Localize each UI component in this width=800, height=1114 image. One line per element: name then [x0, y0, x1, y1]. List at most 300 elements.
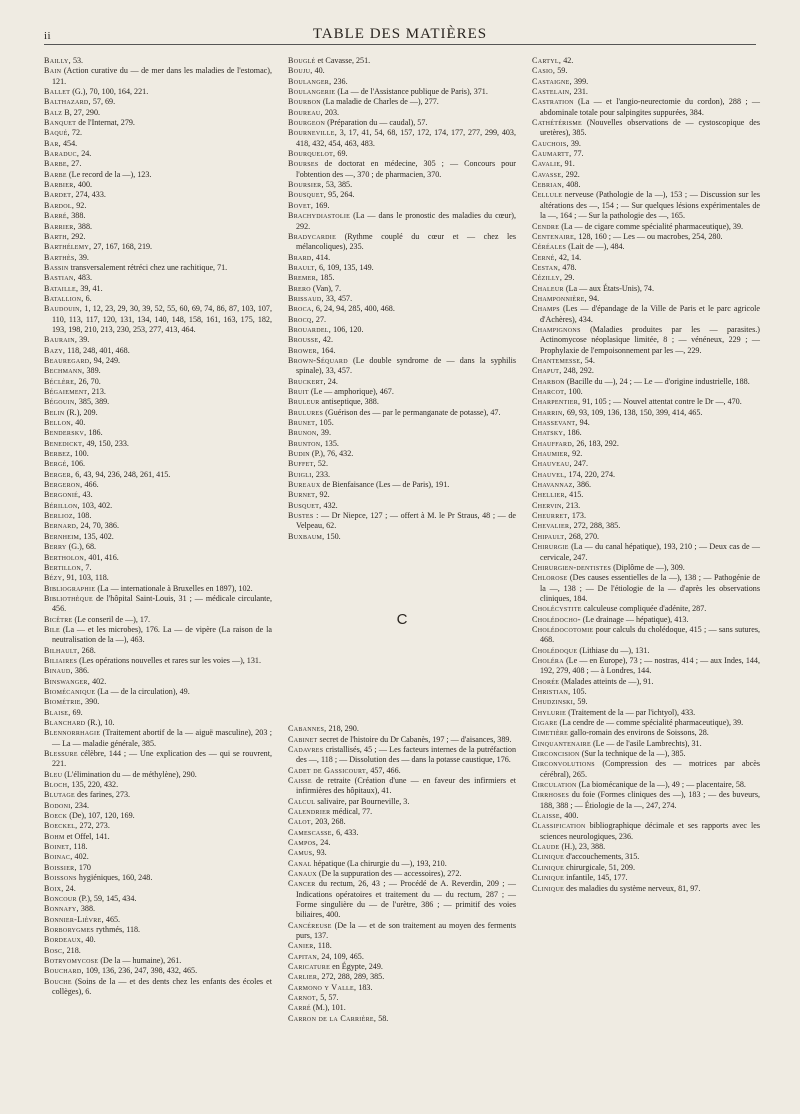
index-entry	[44, 584, 272, 594]
index-entry-refs: 118, 248, 401, 468.	[65, 345, 130, 355]
index-entry-name: Chassevant,	[532, 418, 578, 428]
index-entry-refs: (P.), 59, 145, 434.	[76, 893, 137, 903]
index-entry-refs: chirurgicale, 51, 209.	[564, 862, 636, 872]
index-entry-name: Brousse,	[288, 335, 321, 345]
index-entry-name: Boeck	[44, 811, 68, 821]
index-entry-name: Boncour	[44, 893, 77, 903]
index-entry	[532, 66, 760, 76]
index-entry-name: Circonvolutions	[532, 759, 595, 769]
index-entry-refs: 42, 14.	[556, 252, 582, 262]
index-entry-refs: 24, 109, 465.	[319, 951, 364, 961]
index-entry	[44, 449, 272, 459]
index-entry	[44, 625, 272, 646]
index-entry-name: Botryomycose	[44, 955, 99, 965]
index-entry-refs: 236.	[331, 76, 348, 86]
index-entry-name: Binaud,	[44, 666, 73, 676]
index-entry-refs: 54.	[582, 355, 595, 365]
index-entry-refs: 389.	[84, 366, 101, 376]
index-entry-name: Batallion,	[44, 293, 84, 303]
index-entry	[532, 87, 760, 97]
index-entry	[532, 532, 760, 542]
index-entry-refs: 466.	[82, 480, 99, 490]
index-entry-refs: 248, 292.	[561, 366, 594, 376]
index-entry	[532, 811, 760, 821]
index-entry	[44, 873, 272, 883]
index-entry-refs: 77.	[571, 149, 584, 159]
index-entry-refs: 401, 416.	[86, 552, 119, 562]
index-entry	[44, 232, 272, 242]
index-entry-name: Caisse	[288, 775, 312, 785]
index-entry-name: Clinique	[532, 852, 565, 862]
index-entry-refs: 105.	[570, 686, 587, 696]
index-entry-name: Brard,	[288, 252, 314, 262]
index-entry	[288, 97, 516, 107]
index-entry	[44, 97, 272, 107]
index-entry	[288, 128, 516, 149]
index-entry-refs: 91.	[562, 159, 575, 169]
index-entry-refs: 3, 17, 41, 54, 68, 157, 172, 174, 177, 277, 299, 403, 418, 432, 454, 463, 483.	[296, 128, 516, 148]
index-entry-name: Cabinet	[288, 734, 318, 744]
index-entry-name: Barthès,	[44, 252, 77, 262]
index-entry-name: Charpentier,	[532, 397, 581, 407]
index-entry-name: Biomécanique	[44, 686, 96, 696]
index-entry	[288, 66, 516, 76]
index-entry-name: Cézilly,	[532, 273, 563, 283]
index-entry-name: Barth,	[44, 231, 70, 241]
index-entry	[532, 542, 760, 563]
index-entry-name: Blanchard	[44, 718, 86, 727]
index-entry	[532, 728, 760, 738]
index-entry-name: Barbier,	[44, 180, 76, 190]
index-entry-name: Claude	[532, 842, 560, 852]
index-entry-name: Cholécystite	[532, 604, 582, 614]
index-entry-refs: 72.	[69, 128, 83, 138]
index-entry	[288, 232, 516, 253]
index-entry-name: Choléra	[532, 655, 564, 665]
index-entry-refs: (La — internationale à Bruxelles en 1897), 102.	[95, 583, 253, 593]
index-entry	[532, 325, 760, 356]
index-entry-name: Castelain,	[532, 87, 572, 97]
index-entry	[288, 294, 516, 304]
index-entry	[532, 573, 760, 604]
index-entry-refs: 91, 103, 118.	[64, 573, 109, 583]
index-entry	[288, 838, 516, 848]
index-entry	[288, 807, 516, 817]
index-entry	[44, 563, 272, 573]
index-entry	[44, 666, 272, 676]
index-entry	[44, 646, 272, 656]
index-entry-refs: 170	[76, 862, 91, 872]
index-entry-name: Bureaux	[288, 480, 321, 490]
index-entry-refs: 6.	[83, 293, 92, 303]
index-entry-refs: de Bienfaisance (Les — de Paris), 191.	[320, 480, 450, 490]
index-entry-name: Cholédocotomie	[532, 624, 594, 634]
index-entry-name: Cauchois,	[532, 138, 569, 148]
index-entry	[44, 128, 272, 138]
index-entry-refs: (Lithiase du —), 131.	[577, 645, 650, 655]
index-entry-name: Bruleur	[288, 397, 320, 407]
index-entry-refs: 94, 249.	[91, 355, 121, 365]
index-entry-refs: du rectum, 26, 43 ; — Procédé de A. Reverdin, 209 ; — Indications opératoires et traitement du — du rectum, 287 ; — Forme singulière du — de l'urètre, 386 ; — primitif des voies biliaires, 400.	[296, 879, 516, 920]
index-entry-refs: gallo-romain des environs de Soissons, 28.	[568, 728, 709, 738]
index-entry	[288, 962, 516, 972]
index-entry-name: Balz	[44, 107, 63, 117]
index-entry-name: Bergeron,	[44, 480, 83, 490]
index-entry-refs: (G.), 68.	[66, 542, 97, 552]
index-entry-name: Brouardel,	[288, 324, 332, 334]
index-entry-refs: (La — aux États-Unis), 74.	[563, 283, 654, 293]
index-entry-refs: 100.	[566, 387, 583, 396]
index-entry-name: Balthazard,	[44, 97, 91, 107]
index-entry-name: Boissons	[44, 873, 77, 883]
index-entry-name: Cavalie,	[532, 159, 563, 169]
index-entry-name: Bergé,	[44, 459, 69, 469]
index-entry-name: Céréales	[532, 242, 567, 252]
index-entry-refs: 24.	[63, 883, 76, 893]
index-entry-name: Cathétérisme	[532, 118, 582, 128]
index-entry-name: Carron de la Carrière,	[288, 1013, 377, 1023]
index-entry-name: Berger,	[44, 469, 74, 479]
index-entry-refs: 233.	[313, 469, 331, 479]
index-entry-refs: : — Dr Niepce, 127 ; — offert à M. le Pr Straus, 48 ; — de Velpeau, 62.	[296, 511, 516, 531]
index-entry	[288, 735, 516, 745]
index-entry-name: Chirurgien-dentistes	[532, 562, 612, 572]
index-entry-refs: (Malades atteints de —), 91.	[559, 676, 654, 686]
index-entry	[44, 87, 272, 97]
header-rule	[44, 44, 756, 45]
index-entry-refs: 29.	[562, 273, 575, 283]
index-entry-refs: (La — et l'angio-neurectomie du cordon), 288 ; — abdominale totale pour salpingites suppurées, 384.	[540, 97, 760, 117]
page-title: TABLE DES MATIÈRES	[312, 26, 488, 42]
index-entry-name: Brunton,	[288, 438, 323, 448]
index-entry	[288, 428, 516, 438]
index-entry-refs: (Le record de la —), 123.	[66, 169, 152, 179]
index-entry-refs: 218, 290.	[326, 724, 359, 734]
index-entry	[44, 966, 272, 976]
index-entry-refs: (Diplôme de —), 309.	[611, 562, 685, 572]
index-entry-refs: 39, 41.	[78, 283, 103, 293]
index-entry	[532, 480, 760, 490]
index-entry-name: Cabannes,	[288, 724, 327, 734]
index-entry-refs: 69.	[70, 707, 83, 717]
index-entry	[44, 708, 272, 718]
index-entry-refs: 400.	[562, 811, 579, 821]
index-entry	[288, 983, 516, 993]
index-entry-refs: 27.	[69, 159, 82, 169]
index-entry-refs: 388.	[69, 211, 86, 221]
index-entry	[44, 139, 272, 149]
index-entry-refs: 24, 70, 386.	[78, 521, 119, 531]
index-entry-name: Clinique	[532, 873, 565, 883]
index-entry	[288, 273, 516, 283]
index-entry-refs: 53, 385.	[323, 180, 353, 190]
index-entry	[44, 925, 272, 935]
index-entry-refs: 186.	[86, 428, 103, 438]
page-header	[0, 22, 800, 46]
index-entry-name: Canier,	[288, 941, 316, 951]
index-entry	[288, 993, 516, 1003]
index-entry-refs: 33, 457.	[323, 293, 353, 303]
index-entry-refs: 388.	[75, 221, 93, 231]
index-entry-refs: 69.	[335, 149, 348, 159]
index-entry-name: Buxbaum,	[288, 531, 325, 541]
index-entry-refs: (Traitement abortif de la — aiguë masculine), 203 ; — La — maladie générale, 385.	[52, 728, 272, 748]
index-entry-refs: 26, 70.	[76, 376, 101, 386]
index-entry	[288, 879, 516, 920]
index-entry	[288, 848, 516, 858]
index-entry	[288, 480, 516, 490]
index-entry-refs: 150.	[324, 531, 341, 541]
page-number: ii	[44, 30, 52, 42]
index-entry-name: Bassin	[44, 262, 69, 272]
index-entry	[288, 766, 516, 776]
index-entry	[532, 759, 760, 780]
index-entry	[532, 439, 760, 449]
index-entry	[532, 511, 760, 521]
index-entry-name: Binswanger,	[44, 676, 91, 686]
index-entry-refs: (Soins de la — et des dents chez les enfants des écoles et collèges), 6.	[52, 976, 272, 996]
index-entry	[44, 749, 272, 770]
index-entry-name: Chavannaz,	[532, 480, 575, 490]
index-entry-name: Cerné,	[532, 252, 557, 262]
index-entry-refs: (Le double syndrome de — dans la syphilis spinale), 33, 457.	[296, 355, 516, 376]
index-entry-name: Chaput,	[532, 366, 562, 376]
index-entry-name: Budin	[288, 449, 310, 459]
index-entry	[532, 470, 760, 480]
index-entry-refs: (G.), 70, 100, 164, 221.	[70, 87, 149, 97]
index-entry	[288, 511, 516, 532]
index-entry-name: Blaise,	[44, 707, 71, 717]
index-entry-refs: (Rythme couplé du cœur et — chez les mélancoliques), 235.	[296, 231, 516, 252]
index-column-2	[288, 56, 516, 1024]
index-entry-refs: 272, 288, 289, 385.	[319, 972, 385, 982]
index-entry-refs: 92.	[74, 200, 87, 210]
index-entry	[288, 797, 516, 807]
index-entry-name: Chervin,	[532, 500, 565, 510]
index-entry	[288, 87, 516, 97]
index-entry-refs: (Traitement de la — par l'ichtyol), 433.	[566, 707, 696, 717]
index-entry-name: Christian,	[532, 686, 571, 696]
index-entry	[44, 470, 272, 480]
index-entry-name: Cirrhoses	[532, 790, 570, 800]
index-entry-refs: célèbre, 144 ; — Une explication des — qui se rouvrent, 221.	[52, 749, 272, 769]
index-entry-refs: (De la suppuration des — accessoires), 272.	[316, 868, 462, 878]
index-entry	[44, 108, 272, 118]
index-entry-refs: secret de l'histoire du Dr Cabanès, 197 ; — d'aisances, 389.	[317, 734, 512, 744]
index-entry-refs: (Le — de l'asile Lambrechts), 31.	[590, 738, 702, 748]
index-entry-name: Cendre	[532, 221, 560, 231]
index-entry-refs: 94.	[577, 418, 590, 428]
index-column-1	[44, 56, 272, 997]
index-entry	[44, 180, 272, 190]
index-entry-refs: 457, 466.	[368, 765, 401, 775]
index-entry-name: Bleu	[44, 769, 63, 779]
index-entry	[44, 159, 272, 169]
index-entry-refs: 292.	[69, 231, 86, 241]
index-entry	[44, 366, 272, 376]
index-entry	[288, 180, 516, 190]
index-entry-name: Baudouin,	[44, 304, 83, 314]
index-entry-name: Bruit	[288, 387, 309, 396]
index-entry-refs: (M.), 101.	[310, 1003, 346, 1013]
index-entry-name: Bertholon,	[44, 552, 87, 562]
index-entry	[288, 1003, 516, 1013]
index-entry-refs: 40.	[83, 935, 96, 945]
index-entry-refs: hépatique (La chirurgie du —), 193, 210.	[311, 858, 447, 868]
index-entry-name: Bergonié,	[44, 490, 81, 500]
index-entry-refs: 185.	[318, 273, 335, 283]
index-entry-refs: 39.	[318, 428, 331, 438]
index-entry	[288, 1014, 516, 1024]
index-entry	[288, 253, 516, 263]
index-entry-refs: 59.	[575, 697, 588, 707]
index-entry	[288, 304, 516, 314]
index-entry-refs: d'accouchements, 315.	[564, 852, 640, 862]
index-entry-refs: 128, 160 ; — Les — ou macrobes, 254, 280.	[576, 231, 723, 241]
index-entry-refs: 27.	[313, 314, 327, 324]
index-entry-refs: (La — de la circulation), 49.	[95, 686, 190, 696]
index-entry	[288, 459, 516, 469]
index-entry-refs: 203, 268.	[313, 817, 346, 827]
index-entry-name: Brault,	[288, 262, 317, 272]
index-entry	[288, 408, 516, 418]
index-entry	[288, 325, 516, 335]
index-entry-refs: 118.	[315, 941, 332, 951]
index-entry	[532, 501, 760, 511]
index-entry-name: Cellule	[532, 190, 563, 200]
index-entry	[44, 553, 272, 563]
index-entry	[532, 625, 760, 646]
index-entry-name: Charcot,	[532, 387, 567, 396]
index-entry-name: Centenaire,	[532, 231, 577, 241]
index-entry	[532, 428, 760, 438]
index-entry-name: Chylurie	[532, 707, 567, 717]
index-entry-name: Calendrier	[288, 806, 331, 816]
index-entry-name: Chipault,	[532, 531, 567, 541]
index-entry	[532, 604, 760, 614]
index-entry-name: Bertillon,	[44, 562, 84, 572]
index-entry-refs: 40.	[312, 66, 325, 76]
index-entry	[532, 418, 760, 428]
index-entry	[532, 563, 760, 573]
index-entry	[44, 677, 272, 687]
index-entry-refs: 174, 220, 274.	[566, 469, 616, 479]
index-entry-name: Chirurgie	[532, 542, 569, 552]
index-entry-name: Caricature	[288, 962, 331, 972]
index-entry	[532, 821, 760, 842]
index-entry-name: Canal	[288, 858, 312, 868]
index-entry-name: Chauvel,	[532, 469, 567, 479]
index-entry-name: Bardet,	[44, 190, 74, 200]
index-entry	[44, 521, 272, 531]
index-entry	[532, 521, 760, 531]
index-entry-refs: 465.	[103, 914, 121, 924]
index-entry-name: Brissaud,	[288, 293, 324, 303]
index-entry-name: Campos,	[288, 837, 319, 847]
index-entry-refs: 218.	[64, 945, 81, 955]
index-entry-refs: en Égypte, 249.	[330, 962, 383, 972]
index-entry-refs: salivaire, par Bourneville, 3.	[315, 796, 410, 806]
index-entry	[44, 728, 272, 749]
index-entry-name: Bousquet,	[288, 190, 327, 200]
index-entry-name: Brunon,	[288, 428, 319, 438]
index-entry-name: Cancéreuse	[288, 920, 332, 930]
index-entry	[532, 780, 760, 790]
index-entry-refs: 135, 402.	[81, 531, 114, 541]
index-entry	[532, 449, 760, 459]
index-entry-refs: 108.	[75, 511, 92, 521]
index-entry-name: Belin	[44, 407, 65, 417]
index-entry	[532, 56, 760, 66]
index-entry-name: Carnot,	[288, 993, 319, 1003]
index-entry	[288, 941, 516, 951]
index-entry-refs: 483.	[75, 273, 93, 283]
index-entry	[532, 263, 760, 273]
index-entry	[532, 118, 760, 139]
index-entry-refs: 6, 24, 94, 285, 400, 468.	[313, 304, 395, 314]
index-entry-name: Bonnier-Lièvre,	[44, 914, 104, 924]
index-entry-name: Bibliothèque	[44, 593, 93, 603]
index-entry-refs: (La — dans le pronostic des maladies du cœur), 292.	[296, 211, 516, 231]
index-entry	[532, 159, 760, 169]
index-entry-name: Bourquelot,	[288, 149, 336, 159]
index-entry	[44, 904, 272, 914]
index-entry-refs: 213.	[564, 500, 581, 510]
index-entry-refs: 6, 43, 94, 236, 248, 261, 415.	[73, 469, 171, 479]
index-entry-refs: (Action curative du — de mer dans les maladies de l'estomac), 121.	[52, 66, 272, 86]
index-entry	[532, 284, 760, 294]
index-entry	[288, 501, 516, 511]
index-entry-name: Biliaires	[44, 655, 78, 665]
index-entry	[44, 615, 272, 625]
index-entry-refs: (Le conseril de —), 17.	[72, 614, 151, 624]
index-entry-name: Brero	[288, 283, 311, 293]
index-entry	[44, 253, 272, 263]
index-entry-name: Barbe,	[44, 159, 70, 169]
index-entry-refs: 247.	[571, 459, 588, 469]
index-entry-refs: 1, 12, 23, 29, 30, 39, 52, 55, 60, 69, 74, 86, 87, 103, 107, 110, 113, 117, 120, 131, 134, 140, 148, 158, 161, 163, 175, 182, 193, 198, 210, 213, 230, 253, 277, 413, 464.	[52, 304, 272, 334]
index-entry	[532, 97, 760, 118]
index-entry	[532, 646, 760, 656]
index-entry-name: Bazy,	[44, 345, 66, 355]
index-entry	[288, 335, 516, 345]
index-entry-refs: 231.	[571, 87, 588, 97]
index-entry-name: Bégouin,	[44, 397, 77, 407]
index-entry	[288, 346, 516, 356]
index-entry-name: Cavasse,	[532, 169, 564, 179]
index-entry	[44, 284, 272, 294]
index-entry-name: Claisse,	[532, 811, 563, 821]
index-entry-name: Cinquantenaire	[532, 738, 591, 748]
index-entry-refs: 57, 69.	[90, 97, 116, 107]
index-entry-name: Bechmann,	[44, 366, 85, 376]
index-entry-name: Berbez,	[44, 449, 73, 459]
index-entry-refs: (Les opérations nouvelles et rares sur les voies —), 131.	[77, 655, 261, 665]
index-entry-name: Barrier,	[44, 221, 76, 231]
index-entry	[44, 190, 272, 200]
index-entry-refs: de l'hôpital Saint-Louis, 31 ; — médicale circulante, 456.	[52, 593, 272, 614]
index-entry-refs: transversalement rétréci chez une rachitique, 71.	[68, 262, 228, 272]
index-entry-name: Chantemesse,	[532, 355, 583, 365]
index-entry-refs: 135, 220, 432.	[69, 780, 119, 790]
index-entry-name: Chorée	[532, 676, 560, 686]
index-entry-name: Boissier,	[44, 862, 77, 872]
index-entry	[532, 656, 760, 677]
index-entry	[44, 294, 272, 304]
index-entry-name: Bourneville,	[288, 128, 338, 138]
index-entry-refs: (P.), 76, 432.	[309, 449, 354, 459]
index-entry-name: Bohm	[44, 831, 65, 841]
